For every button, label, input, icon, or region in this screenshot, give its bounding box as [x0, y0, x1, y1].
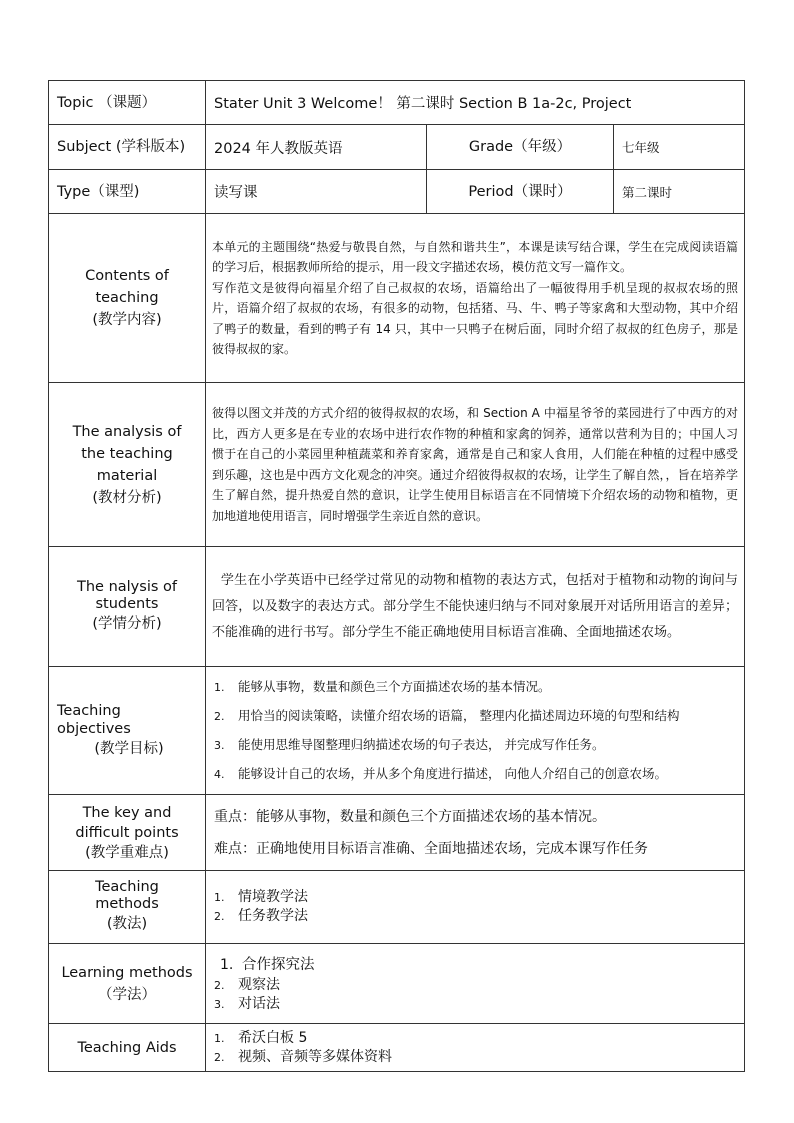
objective-number: 2. — [214, 709, 225, 723]
row-aids — [49, 1024, 745, 1072]
learning-item — [206, 995, 744, 1014]
aid-item — [206, 1029, 744, 1048]
learning-label-cn: （学法） — [98, 986, 156, 1003]
row-subject — [49, 125, 745, 170]
contents-label — [49, 214, 206, 383]
learning-text: 观察法 — [238, 976, 280, 993]
learning-label — [49, 944, 206, 1024]
method-text: 情境教学法 — [238, 889, 308, 905]
objective-item — [206, 702, 744, 731]
objective-number: 3. — [214, 738, 225, 752]
analysis-label — [49, 383, 206, 547]
key-point-text: 重点：能够从事物，数量和颜色三个方面描述农场的基本情况。 — [214, 808, 606, 825]
key-points-label-en-2: difficult points — [75, 824, 179, 841]
analysis-label-en-2: the teaching — [81, 445, 173, 462]
row-methods — [49, 871, 745, 944]
students-label — [49, 547, 206, 667]
row-type — [49, 170, 745, 214]
contents-label-en-1: Contents of — [85, 268, 169, 284]
aid-text: 视频、音频等多媒体资料 — [238, 1048, 392, 1065]
analysis-label-en-1: The analysis of — [72, 423, 182, 440]
methods-label-en-1: Teaching — [95, 879, 159, 895]
period-value: 第二课时 — [614, 170, 745, 214]
aid-number: 2. — [214, 1050, 225, 1064]
aid-number: 1. — [214, 1031, 225, 1045]
objective-text: 用恰当的阅读策略，读懂介绍农场的语篇， 整理内化描述周边环境的句型和结构 — [238, 707, 680, 723]
method-number: 1. — [214, 891, 225, 904]
contents-paragraph-2: 写作范文是彼得向福星介绍了自己叔叔的农场，语篇给出了一幅彼得用手机呈现的叔叔农场的照片，语篇介绍了叔叔的农场，有很多的动物，包括猪、马、牛、鸭子等家禽和大型动物，其中介绍了鸭子的数量，看到的鸭子有 14 只，其中一只鸭子在树后面，同时介绍了叔叔的红色房子，那是彼得叔叔的家。 — [212, 280, 739, 356]
aids-list — [206, 1029, 744, 1067]
subject-value: 2024 年人教版英语 — [206, 125, 427, 170]
contents-text — [206, 214, 745, 383]
objective-text: 能够设计自己的农场，并从多个角度进行描述， 向他人介绍自己的创意农场。 — [238, 765, 667, 781]
contents-label-en-2: teaching — [95, 290, 159, 306]
methods-list — [206, 888, 744, 926]
row-students — [49, 547, 745, 667]
row-key-points — [49, 795, 745, 871]
learning-item — [206, 976, 744, 995]
objective-number: 1. — [214, 680, 225, 694]
students-label-cn: (学情分析) — [92, 615, 162, 632]
row-learning — [49, 944, 745, 1024]
type-value: 读写课 — [206, 170, 427, 214]
objective-text: 能够从事物，数量和颜色三个方面描述农场的基本情况。 — [238, 678, 551, 694]
key-points-label-cn: (教学重难点) — [85, 844, 169, 861]
learning-number: 3. — [214, 997, 225, 1011]
period-label: Period（课时） — [427, 170, 614, 214]
method-number: 2. — [214, 910, 225, 923]
methods-label-en-2: methods — [95, 896, 159, 912]
topic-label: Topic （课题） — [49, 81, 206, 125]
key-points-cell — [206, 795, 745, 871]
key-points-label — [49, 795, 206, 871]
analysis-text: 彼得以图文并茂的方式介绍的彼得叔叔的农场，和 Section A 中福星爷爷的菜园进行了中西方的对比，西方人更多是在专业的农场中进行农作物的种植和家禽的饲养，通常以营利为目的；中国人习惯于在自己的小菜园里种植蔬菜和养育家禽，通常是自己和家人食用，人们能在种植的过程中感受到乐趣，这也是中西方文化观念的冲突。通过介绍彼得叔叔的农场，让学生了解自然，，旨在培养学生了解自然，提升热爱自然的意识，让学生使用目标语言在不同情境下介绍农场的动物和植物，更加地道地使用语言，同时增强学生亲近自然的意识。 — [206, 383, 745, 547]
students-text: 学生在小学英语中已经学过常见的动物和植物的表达方式，包括对于植物和动物的询问与回答，以及数字的表达方式。部分学生不能快速归纳与不同对象展开对话所用语言的差异；不能准确的进行书写。部分学生不能正确地使用目标语言准确、全面地描述农场。 — [206, 547, 745, 667]
key-points-label-en-1: The key and — [82, 804, 172, 821]
students-label-en-1: The nalysis of — [77, 578, 177, 595]
method-text: 任务教学法 — [238, 908, 308, 924]
objectives-list-cell — [206, 667, 745, 795]
learning-number: 2. — [214, 978, 225, 992]
objective-item — [206, 760, 744, 789]
methods-label-cn: (教法) — [106, 916, 148, 932]
lesson-plan-table — [48, 80, 745, 1072]
aid-text: 希沃白板 5 — [238, 1029, 308, 1046]
aids-label: Teaching Aids — [49, 1024, 206, 1072]
topic-value: Stater Unit 3 Welcome！ 第二课时 Section B 1a-2c, Project — [206, 81, 745, 125]
objectives-label — [49, 667, 206, 795]
objectives-list — [206, 673, 744, 789]
method-item — [206, 888, 744, 907]
objectives-label-cn: (教学目标) — [94, 740, 164, 757]
methods-label — [49, 871, 206, 944]
aid-item — [206, 1048, 744, 1067]
objectives-label-en-2: objectives — [57, 720, 131, 737]
learning-list — [206, 954, 744, 1014]
objective-number: 4. — [214, 767, 225, 781]
aids-list-cell — [206, 1024, 745, 1072]
learning-item — [206, 954, 744, 976]
analysis-label-en-3: material — [96, 467, 158, 484]
objective-item — [206, 673, 744, 702]
grade-label: Grade（年级） — [427, 125, 614, 170]
row-analysis — [49, 383, 745, 547]
objective-text: 能使用思维导图整理归纳描述农场的句子表达， 并完成写作任务。 — [238, 736, 605, 752]
row-contents — [49, 214, 745, 383]
learning-list-cell — [206, 944, 745, 1024]
method-item — [206, 907, 744, 926]
subject-label: Subject (学科版本) — [49, 125, 206, 170]
row-topic — [49, 81, 745, 125]
contents-paragraph-1: 本单元的主题围绕“热爱与敬畏自然，与自然和谐共生”，本课是读写结合课，学生在完成阅读语篇的学习后，根据教师所给的提示，用一段文字描述农场，模仿范文写一篇作文。 — [212, 239, 739, 274]
learning-label-en: Learning methods — [61, 964, 193, 981]
grade-value: 七年级 — [614, 125, 745, 170]
objective-item — [206, 731, 744, 760]
analysis-label-cn: (教材分析) — [92, 489, 162, 506]
objectives-label-en-1: Teaching — [57, 702, 121, 719]
contents-label-cn: (教学内容) — [92, 312, 162, 328]
learning-text: 合作探究法 — [242, 956, 315, 973]
learning-number: 1. — [220, 956, 234, 973]
difficult-point-text: 难点：正确地使用目标语言准确、全面地描述农场，完成本课写作任务 — [214, 840, 648, 857]
type-label: Type（课型) — [49, 170, 206, 214]
students-label-en-2: students — [95, 595, 159, 612]
methods-list-cell — [206, 871, 745, 944]
row-objectives — [49, 667, 745, 795]
learning-text: 对话法 — [238, 995, 280, 1012]
